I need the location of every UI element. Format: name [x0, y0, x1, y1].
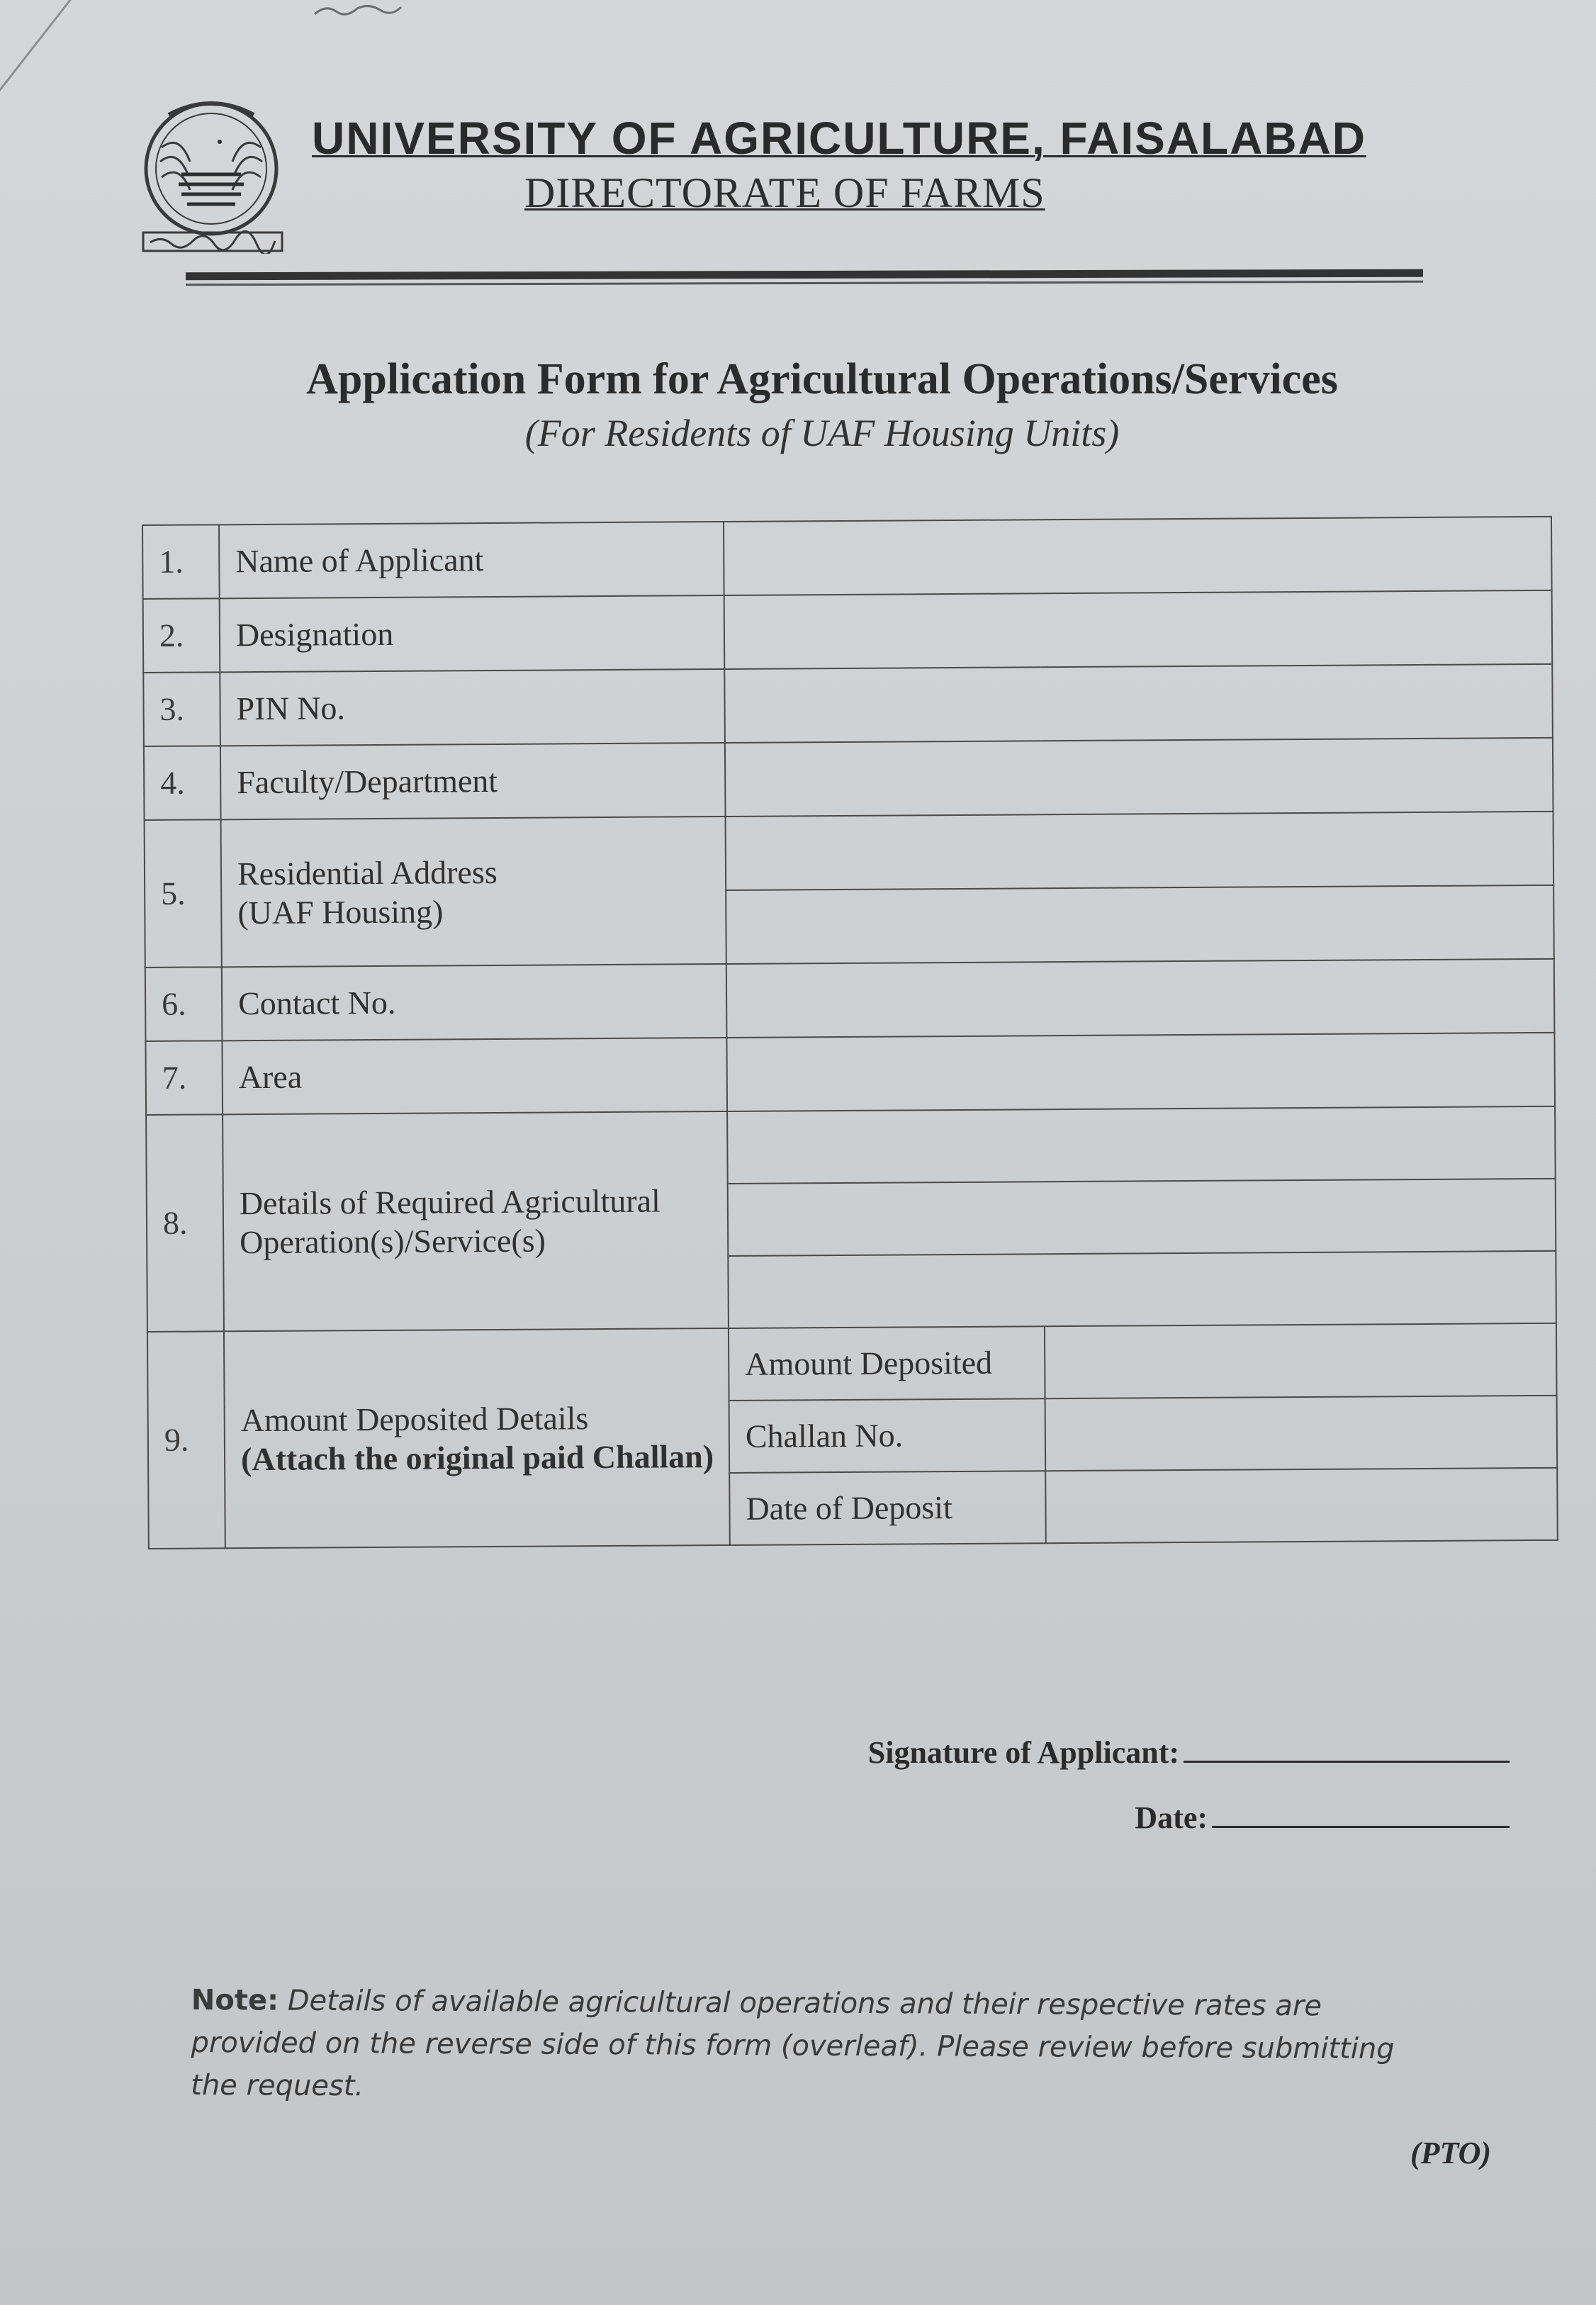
date-of-deposit-label: Date of Deposit [729, 1471, 1046, 1545]
address-label-line1: Residential Address [237, 853, 498, 892]
field-label-name: Name of Applicant [219, 522, 724, 598]
address-input-line2[interactable] [726, 885, 1554, 964]
details-label-line1: Details of Required Agricultural [239, 1182, 661, 1221]
field-label-pin: PIN No. [220, 669, 725, 746]
note-label: Note: [191, 1984, 279, 2017]
designation-input-cell[interactable] [724, 590, 1553, 669]
faculty-input-cell[interactable] [725, 738, 1553, 817]
details-input-line2[interactable] [728, 1179, 1556, 1256]
form-row-faculty [144, 738, 1553, 820]
university-title: UNIVERSITY OF AGRICULTURE, FAISALABAD [312, 113, 1366, 164]
details-input-line1[interactable] [727, 1106, 1556, 1184]
name-input-cell[interactable] [724, 517, 1552, 595]
date-of-deposit-input[interactable] [1045, 1468, 1558, 1543]
signature-line[interactable] [1184, 1729, 1510, 1763]
form-row-deposit [147, 1323, 1557, 1404]
row-number: 7. [145, 1041, 223, 1115]
area-input-cell[interactable] [726, 1033, 1555, 1111]
challan-no-input[interactable] [1045, 1396, 1558, 1471]
handwritten-scribble [312, 0, 404, 18]
field-label-faculty: Faculty/Department [220, 743, 726, 819]
header-rule-thick [186, 269, 1423, 281]
date-row [1135, 1795, 1510, 1836]
signature-label: Signature of Applicant: [867, 1735, 1179, 1770]
address-label-line2: (UAF Housing) [237, 893, 444, 931]
note-text: Details of available agricultural operations and their respective rates are provided on the reverse side of this form (overleaf). Please review before submitting the request. [191, 1984, 1395, 2103]
address-input-line1[interactable] [726, 812, 1554, 890]
amount-deposited-label: Amount Deposited [729, 1326, 1045, 1401]
row-number: 3. [143, 672, 220, 746]
form-row-contact [145, 959, 1555, 1041]
pin-input-cell[interactable] [724, 664, 1553, 743]
contact-input-cell[interactable] [726, 959, 1555, 1038]
field-label-details [223, 1111, 729, 1331]
row-number: 6. [145, 967, 223, 1041]
form-row-details [146, 1106, 1556, 1187]
paper-fold-line [0, 0, 132, 108]
date-label: Date: [1135, 1800, 1208, 1835]
form-title: Application Form for Agricultural Operations/Services [306, 355, 1338, 403]
header-rule-thin [186, 281, 1423, 286]
university-seal-logo [140, 98, 289, 254]
deposit-label-line2: (Attach the original paid Challan) [240, 1438, 714, 1478]
row-number: 2. [143, 598, 220, 673]
field-label-address [221, 817, 726, 967]
note-paragraph [191, 1979, 1439, 2113]
row-number: 8. [146, 1114, 224, 1332]
challan-no-label: Challan No. [729, 1398, 1046, 1473]
field-label-contact: Contact No. [222, 964, 727, 1041]
form-subtitle: (For Residents of UAF Housing Units) [524, 412, 1120, 454]
application-form-table [142, 516, 1557, 1549]
row-number: 4. [144, 746, 221, 820]
directorate-title: DIRECTORATE OF FARMS [524, 169, 1045, 216]
form-row-designation [143, 590, 1553, 673]
signature-row [868, 1729, 1510, 1771]
details-input-line3[interactable] [728, 1251, 1556, 1328]
row-number: 1. [142, 525, 220, 599]
field-label-deposit [224, 1328, 730, 1548]
deposit-label-line1: Amount Deposited Details [240, 1399, 589, 1438]
row-number: 5. [145, 819, 222, 968]
details-label-line2: Operation(s)/Service(s) [240, 1222, 546, 1261]
form-row-area [145, 1033, 1555, 1115]
amount-deposited-input[interactable] [1045, 1323, 1557, 1398]
field-label-designation: Designation [220, 595, 725, 672]
field-label-area: Area [222, 1038, 727, 1114]
pto-marker: (PTO) [1410, 2136, 1492, 2170]
form-row-name [142, 517, 1552, 599]
form-row-pin [143, 664, 1553, 746]
row-number: 9. [147, 1331, 225, 1549]
date-line[interactable] [1212, 1795, 1510, 1828]
form-row-address [145, 812, 1554, 894]
